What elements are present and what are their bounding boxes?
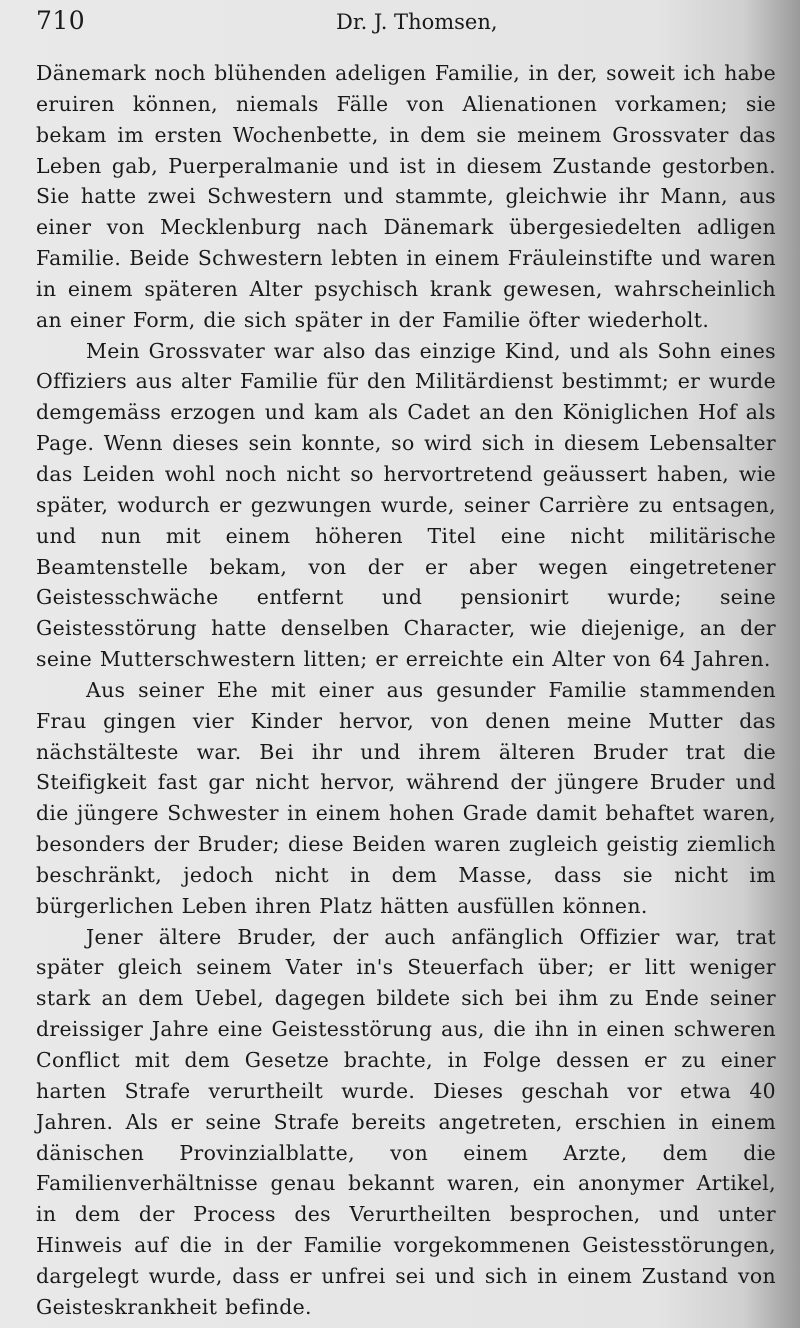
- paragraph: Mein Grossvater war also das einzige Kind, und als Sohn eines Offiziers aus alter Familie für den Militärdienst bestimmt; er wurde demgemäss erzogen und kam als Cadet an den Königlichen Hof als Page. Wenn dieses sein konnte, so wird sich in diesem Lebensalter das Leiden wohl noch nicht so hervortretend geäussert haben, wie später, wodurch er gezwungen wurde, seiner Carrière zu entsagen, und nun mit einem höheren Titel eine nicht militärische Beamtenstelle bekam, von der er aber wegen eingetretener Geistesschwäche entfernt und pensionirt wurde; seine Geistesstörung hatte denselben Character, wie diejenige, an der seine Mutterschwestern litten; er erreichte ein Alter von 64 Jahren.: [36, 338, 776, 672]
- paragraph: Dänemark noch blühenden adeligen Familie, in der, soweit ich habe eruiren können, niemals Fälle von Alienationen vorkamen; sie bekam im ersten Wochenbette, in dem sie meinem Grossvater das Leben gab, Puerperalmanie und ist in diesem Zustande gestorben. Sie hatte zwei Schwestern und stammte, gleichwie ihr Mann, aus einer von Mecklenburg nach Dänemark übergesiedelten adligen Familie. Beide Schwestern lebten in einem Fräuleinstifte und waren in einem späteren Alter psychisch krank gewesen, wahrscheinlich an einer Form, die sich später in der Familie öfter wiederholt.: [36, 61, 776, 332]
- running-head: Dr. J. Thomsen,: [336, 10, 498, 34]
- paragraph: Aus seiner Ehe mit einer aus gesunder Familie stammenden Frau gingen vier Kinder hervor, von denen meine Mutter das nächstälteste war. Bei ihr und ihrem älteren Bruder trat die Steifigkeit fast gar nicht hervor, während der jüngere Bruder und die jüngere Schwester in einem hohen Grade damit behaftet waren, besonders der Bruder; diese Beiden waren zugleich geistig ziemlich beschränkt, jedoch nicht in dem Masse, dass sie nicht im bürgerlichen Leben ihren Platz hätten ausfüllen können.: [36, 677, 776, 918]
- paragraph: Jener ältere Bruder, der auch anfänglich Offizier war, trat später gleich seinem Vater in's Steuerfach über; er litt weniger stark an dem Uebel, dagegen bildete sich bei ihm zu Ende seiner dreissiger Jahre eine Geistesstörung aus, die ihn in einen schweren Conflict mit dem Gesetze brachte, in Folge dessen er zu einer harten Strafe verurtheilt wurde. Dieses geschah vor etwa 40 Jahren. Als er seine Strafe bereits angetreten, erschien in einem dänischen Provinzialblatte, von einem Arzte, dem die Familienverhältnisse genau bekannt waren, ein anonymer Artikel, in dem der Process des Verurtheilten besprochen, und unter Hinweis auf die in der Familie vorgekommenen Geistesstörungen, dargelegt wurde, dass er unfrei sei und sich in einem Zustand von Geisteskrankheit befinde.: [36, 924, 776, 1319]
- page-header: [36, 6, 776, 42]
- body-text: [36, 58, 776, 1323]
- page-number: 710: [36, 6, 86, 35]
